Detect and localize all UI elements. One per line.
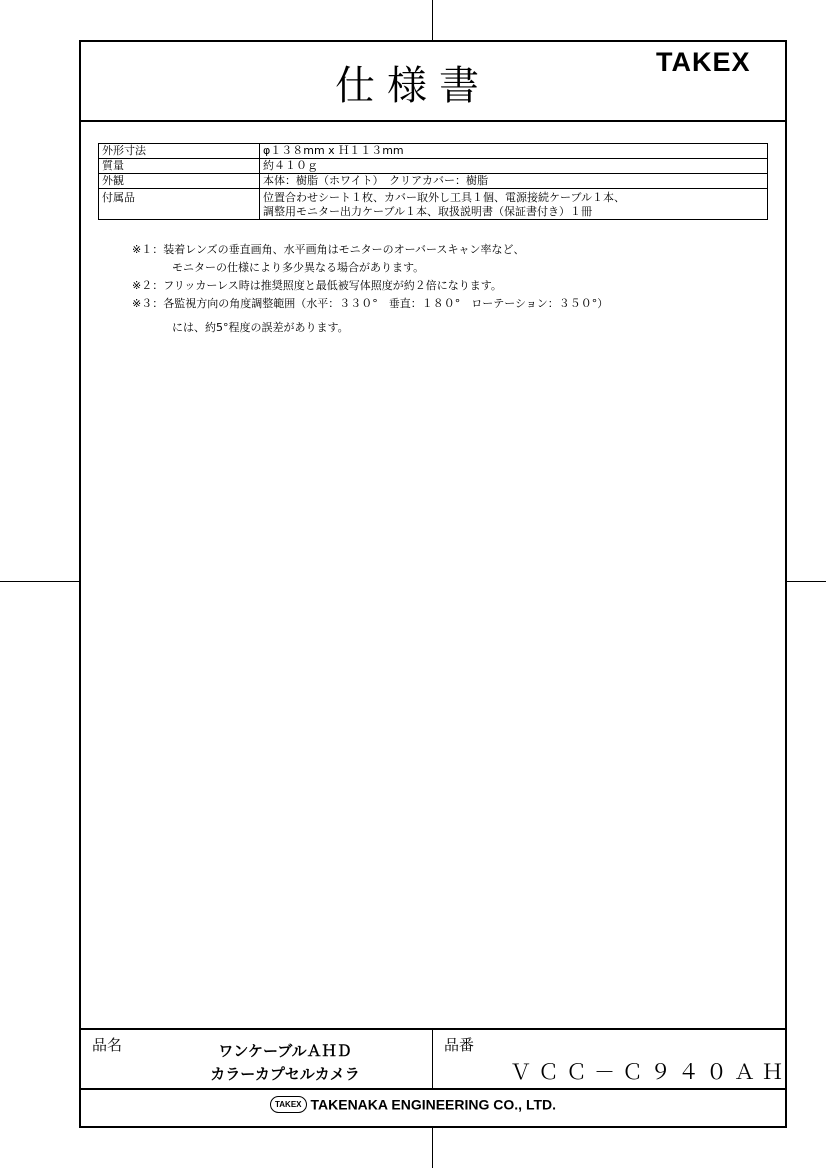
footer-divider-top [79, 1028, 787, 1030]
product-number: ＶＣＣ－Ｃ９４０ＡＨ [510, 1061, 790, 1084]
registration-mark-left [0, 581, 79, 582]
table-row [99, 159, 768, 174]
company-logo: TAKEX [270, 1096, 307, 1113]
spec-label: 外観 [99, 174, 260, 189]
note-line: ※３：各監視方向の角度調整範囲（水平：３３０° 垂直：１８０° ローテーション：３５０°） [132, 297, 609, 310]
product-name-line: カラーカプセルカメラ [210, 1065, 360, 1083]
product-number-label: 品番 [444, 1036, 475, 1054]
registration-mark-right [787, 581, 826, 582]
brand-logo: TAKEX [656, 47, 751, 77]
company-footer [0, 1095, 826, 1113]
product-name-line: ワンケーブルＡＨＤ [218, 1042, 352, 1060]
note-line: には、約5°程度の誤差があります。 [172, 321, 349, 334]
table-row [99, 144, 768, 159]
spec-value: 本体：樹脂（ホワイト） クリアカバー：樹脂 [260, 174, 768, 189]
product-name-label: 品名 [92, 1036, 123, 1054]
registration-mark-bottom [432, 1128, 433, 1168]
note-line: ※２：フリッカーレス時は推奨照度と最低被写体照度が約２倍になります。 [132, 279, 502, 292]
spec-label: 質量 [99, 159, 260, 174]
spec-value: φ１３８mm x Ｈ１１３mm [260, 144, 768, 159]
table-row [99, 174, 768, 189]
footer-divider-bottom [79, 1088, 787, 1090]
note-line: モニターの仕様により多少異なる場合があります。 [172, 261, 425, 274]
spec-label: 付属品 [99, 189, 260, 220]
spec-value: 位置合わせシート１枚、カバー取外し工具１個、電源接続ケーブル１本、 調整用モニター出力ケーブル１本、取扱説明書（保証書付き）１冊 [260, 189, 768, 220]
spec-label: 外形寸法 [99, 144, 260, 159]
product-name [170, 1040, 400, 1086]
registration-mark-top [432, 0, 433, 40]
spec-table [98, 143, 768, 220]
note-line: ※１：装着レンズの垂直画角、水平画角はモニターのオーバースキャン率など、 [132, 243, 525, 256]
spec-value: 約４１０ｇ [260, 159, 768, 174]
table-row [99, 189, 768, 220]
document-title: 仕様書 [335, 63, 491, 109]
header-divider [79, 120, 787, 122]
company-name: TAKENAKA ENGINEERING CO., LTD. [310, 1096, 557, 1113]
footer-divider-vertical [432, 1028, 433, 1088]
